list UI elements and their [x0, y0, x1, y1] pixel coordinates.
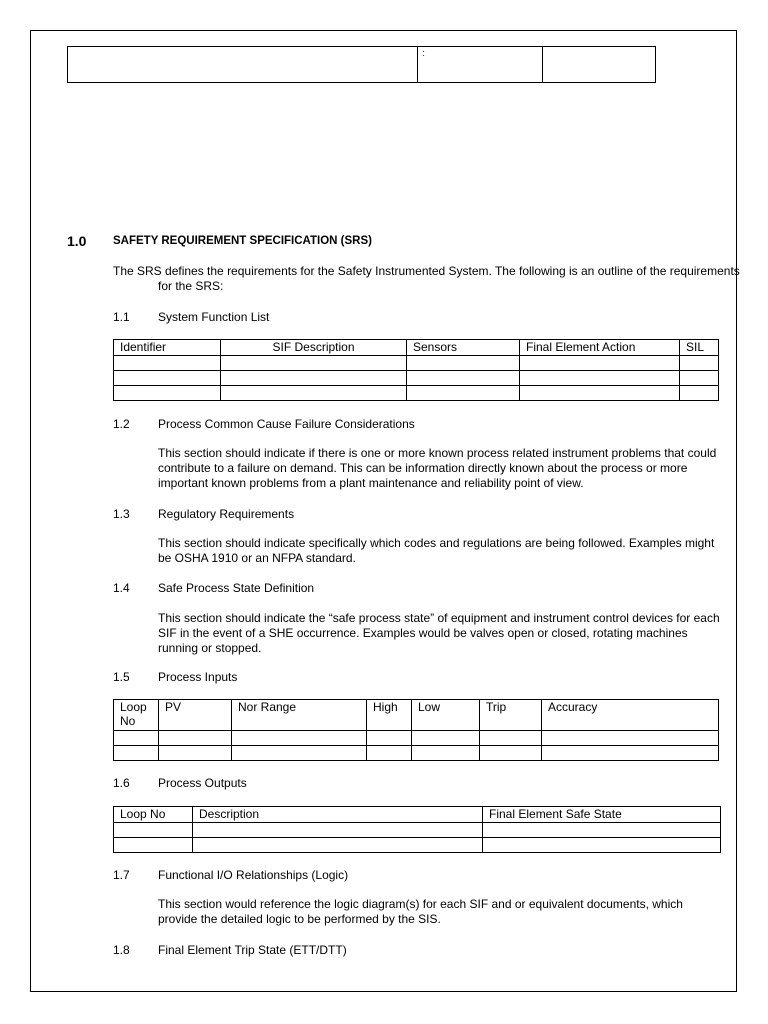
subsection-title: Regulatory Requirements	[158, 507, 295, 521]
table-header: Accuracy	[542, 700, 719, 731]
table-row	[114, 746, 719, 761]
section-title: SAFETY REQUIREMENT SPECIFICATION (SRS)	[113, 235, 372, 247]
header-cell: :	[418, 47, 543, 82]
table-header: Final Element Action	[520, 340, 680, 356]
table-header: PV	[159, 700, 232, 731]
subsection-number: 1.3	[113, 507, 130, 521]
table-row	[114, 838, 721, 853]
table-header: Description	[193, 807, 483, 823]
outputs-table	[113, 806, 721, 853]
subsection-number: 1.1	[113, 310, 130, 324]
table-header: Sensors	[407, 340, 520, 356]
subsection-title: Safe Process State Definition	[158, 581, 315, 595]
subsection-number: 1.7	[113, 868, 130, 882]
sif-table	[113, 339, 719, 401]
table-header: Nor Range	[232, 700, 367, 731]
table-header-row	[114, 340, 719, 356]
table-header-row	[114, 807, 721, 823]
table-row	[114, 356, 719, 371]
table-header: High	[367, 700, 412, 731]
table-row	[114, 386, 719, 401]
subsection-number: 1.4	[113, 581, 130, 595]
table-row	[114, 823, 721, 838]
inputs-table	[113, 699, 719, 761]
subsection-number: 1.6	[113, 776, 130, 790]
subsection-number: 1.2	[113, 417, 130, 431]
subsection-number: 1.5	[113, 670, 130, 684]
paragraph: This section should indicate the “safe process state” of equipment and instrument control devices for each SIF in the event of a SHE occurrence. Examples would be valves open or closed, rotating machines running or stopped.	[158, 611, 720, 655]
subsection-title: Functional I/O Relationships (Logic)	[158, 868, 349, 882]
table-row	[114, 371, 719, 386]
table-header: Loop No	[114, 807, 193, 823]
table-header-row	[114, 700, 719, 731]
header-cell	[68, 47, 418, 82]
table-header: Trip	[480, 700, 542, 731]
subsection-number: 1.8	[113, 943, 130, 957]
section-number: 1.0	[67, 233, 87, 249]
header-box	[67, 46, 656, 83]
table-row	[114, 731, 719, 746]
header-cell	[543, 47, 655, 82]
subsection-title: Process Common Cause Failure Considerations	[158, 417, 415, 431]
subsection-title: Process Outputs	[158, 776, 247, 790]
subsection-title: Final Element Trip State (ETT/DTT)	[158, 943, 347, 957]
subsection-title: System Function List	[158, 310, 270, 324]
table-header: Low	[412, 700, 480, 731]
intro-paragraph: The SRS defines the requirements for the Safety Instrumented System. The following is an outline of the requirements for the SRS:	[113, 264, 740, 293]
table-header: SIL	[680, 340, 719, 356]
paragraph: This section would reference the logic diagram(s) for each SIF and or equivalent documents, which provide the detailed logic to be performed by the SIS.	[158, 897, 683, 926]
table-header: Final Element Safe State	[483, 807, 721, 823]
table-header: SIF Description	[221, 340, 407, 356]
paragraph: This section should indicate if there is one or more known process related instrument problems that could contribute to a failure on demand. This can be information directly known about the process or more important known problems from a plant maintenance and reliability point of view.	[158, 446, 717, 490]
table-header: Loop No	[114, 700, 159, 731]
subsection-title: Process Inputs	[158, 670, 238, 684]
paragraph: This section should indicate specifically which codes and regulations are being followed. Examples might be OSHA 1910 or an NFPA standard.	[158, 536, 715, 565]
table-header: Identifier	[114, 340, 221, 356]
